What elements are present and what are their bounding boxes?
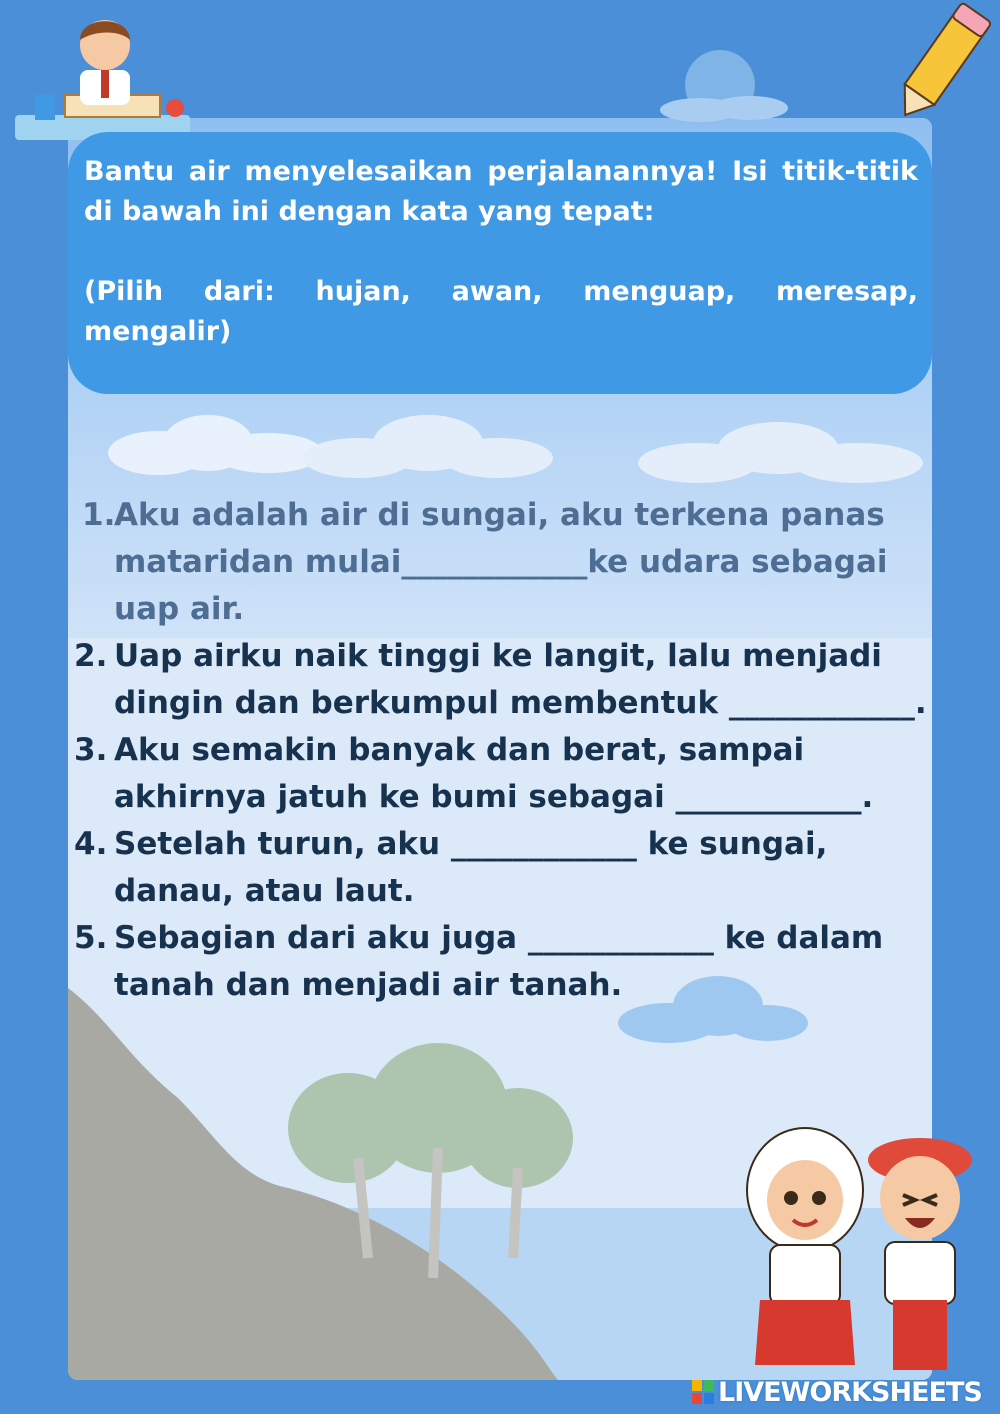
question-text: Aku adalah air di sungai, aku terkena panas mataridan mulai____________ke udara sebagai uap air. (114, 497, 888, 627)
cloud-illustration (298, 413, 558, 483)
question-text: Uap airku naik tinggi ke langit, lalu menjadi dingin dan berkumpul membentuk ____________. (114, 638, 927, 721)
pencil-sun-icon (650, 0, 1000, 125)
question-text: Sebagian dari aku juga ____________ ke dalam tanah dan menjadi air tanah. (114, 920, 884, 1003)
word-options: (Pilih dari: hujan, awan, menguap, meresap, mengalir) (84, 276, 918, 347)
question-text: Setelah turun, aku ____________ ke sungai, danau, atau laut. (114, 826, 828, 909)
question-text: Aku semakin banyak dan berat, sampai akhirnya jatuh ke bumi sebagai ____________. (114, 732, 874, 815)
question-item (74, 492, 934, 633)
instruction-box (68, 132, 932, 394)
question-list (74, 492, 934, 1009)
logo-icon (692, 1380, 714, 1404)
question-item (74, 821, 934, 915)
question-number: 3. (74, 732, 108, 768)
liveworksheets-logo (692, 1376, 982, 1408)
question-number: 4. (74, 826, 108, 862)
boy-studying-icon (15, 10, 195, 150)
question-item (74, 915, 934, 1009)
cloud-illustration (628, 418, 928, 488)
logo-text: LIVEWORKSHEETS (718, 1376, 982, 1408)
question-number: 2. (74, 638, 108, 674)
question-item (74, 727, 934, 821)
question-number: 5. (74, 920, 108, 956)
question-number: 1. (82, 497, 116, 533)
students-icon (735, 1120, 1000, 1380)
instruction-text: Bantu air menyelesaikan perjalanannya! Isi titik-titik di bawah ini dengan kata yang tepat: (84, 156, 918, 227)
question-item (74, 633, 934, 727)
